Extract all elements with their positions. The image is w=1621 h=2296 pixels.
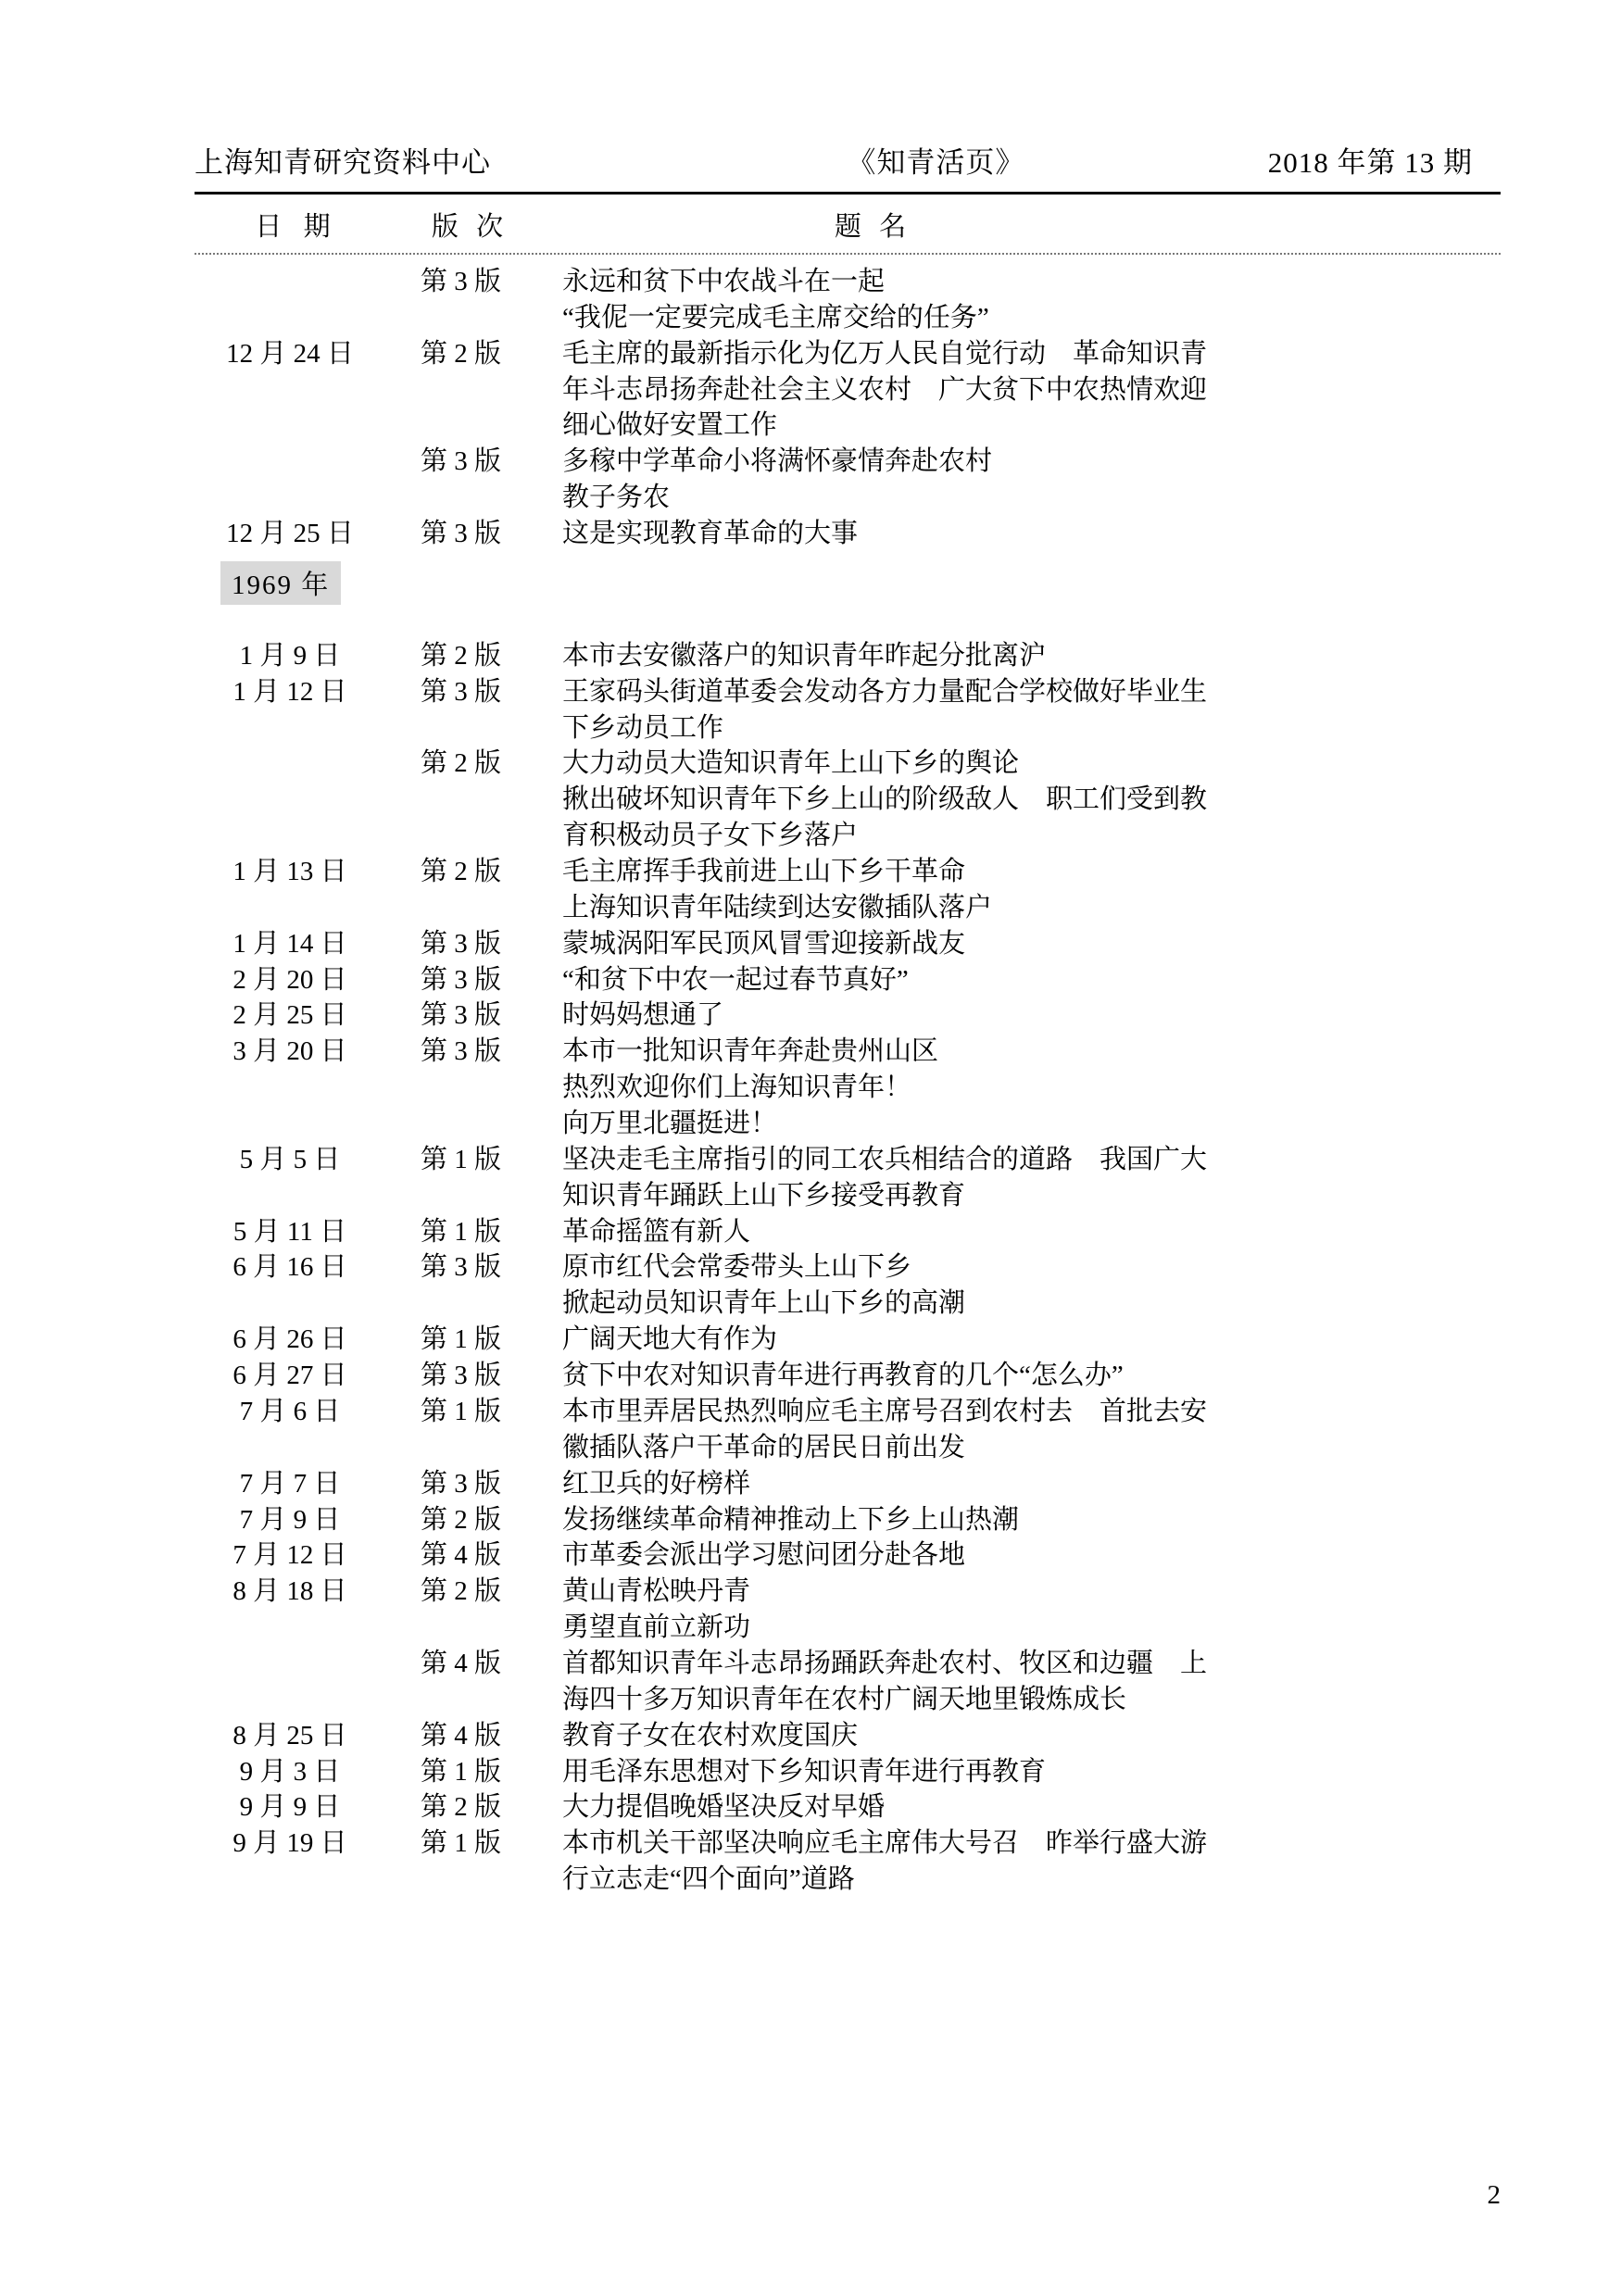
cell-title — [542, 444, 1501, 516]
year-spacer — [195, 618, 1501, 638]
cell-edition: 第 3 版 — [420, 446, 501, 477]
header-publication-title: 《知青活页》 — [847, 146, 1025, 179]
title-line: 下乡动员工作 — [562, 712, 724, 743]
cell-title — [542, 1466, 1501, 1502]
title-line: 徽插队落户干革命的居民日前出发 — [562, 1432, 966, 1462]
cell-edition: 第 4 版 — [420, 1648, 501, 1678]
cell-title — [542, 638, 1501, 674]
title-line: 向万里北疆挺进！ — [562, 1109, 778, 1139]
cell-title — [542, 1322, 1501, 1358]
table-body-1968 — [195, 264, 1501, 552]
table-column-headers — [195, 194, 1501, 253]
table-row — [195, 1718, 1501, 1754]
title-line: 王家码头街道革委会发动各方力量配合学校做好毕业生 — [562, 676, 1208, 707]
title-line: 原市红代会常委带头上山下乡 — [562, 1252, 912, 1283]
cell-date: 5 月 11 日 — [232, 1216, 347, 1247]
cell-title — [542, 926, 1501, 962]
cell-edition: 第 3 版 — [420, 1036, 501, 1067]
cell-date: 7 月 12 日 — [232, 1540, 347, 1571]
cell-date: 2 月 25 日 — [232, 1000, 347, 1031]
table-row — [195, 1826, 1501, 1898]
table-row — [195, 1394, 1501, 1466]
title-line: 育积极动员子女下乡落户 — [562, 821, 859, 851]
title-line: 大力提倡晚婚坚决反对早婚 — [562, 1792, 886, 1823]
cell-edition: 第 1 版 — [420, 1756, 501, 1787]
title-line: 这是实现教育革命的大事 — [562, 519, 859, 549]
cell-title — [542, 1142, 1501, 1214]
title-line: 毛主席的最新指示化为亿万人民自觉行动 革命知识青 — [562, 338, 1208, 369]
cell-title — [542, 1249, 1501, 1322]
title-line: 教子务农 — [562, 483, 671, 513]
title-line: 热烈欢迎你们上海知识青年！ — [562, 1073, 912, 1103]
cell-edition: 第 3 版 — [420, 928, 501, 959]
table-row — [195, 1574, 1501, 1646]
title-line: 发扬继续革命精神推动上下乡上山热潮 — [562, 1504, 1020, 1535]
cell-edition: 第 3 版 — [420, 519, 501, 549]
cell-edition: 第 3 版 — [420, 267, 501, 296]
table-row — [195, 1214, 1501, 1250]
title-line: 年斗志昂扬奔赴社会主义农村 广大贫下中农热情欢迎 — [562, 374, 1208, 405]
column-header-edition: 版 次 — [431, 212, 509, 242]
table-row — [195, 1754, 1501, 1790]
table-row — [195, 444, 1501, 516]
cell-edition: 第 1 版 — [420, 1216, 501, 1247]
cell-date: 9 月 3 日 — [239, 1756, 341, 1787]
year-marker-row — [195, 552, 1501, 618]
title-line: 知识青年踊跃上山下乡接受再教育 — [562, 1180, 966, 1211]
table-row — [195, 1142, 1501, 1214]
title-line: 大力动员大造知识青年上山下乡的舆论 — [562, 748, 1020, 779]
cell-edition: 第 3 版 — [420, 1000, 501, 1031]
cell-edition: 第 3 版 — [420, 1252, 501, 1283]
title-line: 时妈妈想通了 — [562, 1000, 724, 1031]
table-row — [195, 962, 1501, 998]
page-header — [195, 139, 1501, 192]
cell-edition: 第 4 版 — [420, 1540, 501, 1571]
title-line: 勇望直前立新功 — [562, 1612, 751, 1643]
cell-edition: 第 1 版 — [420, 1396, 501, 1426]
cell-date: 5 月 5 日 — [239, 1144, 341, 1174]
cell-date: 8 月 25 日 — [232, 1720, 347, 1750]
cell-date: 6 月 26 日 — [232, 1324, 347, 1355]
title-line: 揪出破坏知识青年下乡上山的阶级敌人 职工们受到教 — [562, 784, 1208, 815]
table-row — [195, 1646, 1501, 1718]
cell-edition: 第 3 版 — [420, 1361, 501, 1391]
cell-title — [542, 264, 1501, 336]
title-line: 广阔天地大有作为 — [562, 1324, 778, 1355]
cell-date: 2 月 20 日 — [232, 964, 347, 995]
title-line: 海四十多万知识青年在农村广阔天地里锻炼成长 — [562, 1684, 1127, 1714]
page-number: 2 — [1487, 2180, 1501, 2210]
cell-title — [542, 674, 1501, 747]
cell-title — [542, 1646, 1501, 1718]
cell-edition: 第 3 版 — [420, 964, 501, 995]
table-row — [195, 1034, 1501, 1142]
cell-date: 7 月 7 日 — [239, 1468, 341, 1499]
cell-date: 6 月 16 日 — [232, 1252, 347, 1283]
cell-title — [542, 336, 1501, 445]
title-line: 蒙城涡阳军民顶风冒雪迎接新战友 — [562, 928, 966, 959]
cell-date: 12 月 25 日 — [226, 519, 354, 549]
cell-title — [542, 997, 1501, 1034]
title-line: 坚决走毛主席指引的同工农兵相结合的道路 我国广大 — [562, 1144, 1208, 1174]
cell-title — [542, 1718, 1501, 1754]
title-line: 上海知识青年陆续到达安徽插队落户 — [562, 892, 993, 922]
cell-edition: 第 1 版 — [420, 1324, 501, 1355]
table-row — [195, 926, 1501, 962]
cell-title — [542, 962, 1501, 998]
cell-date: 1 月 13 日 — [232, 857, 347, 887]
table-row — [195, 1358, 1501, 1394]
title-line: 掀起动员知识青年上山下乡的高潮 — [562, 1288, 966, 1319]
column-header-date: 日 期 — [255, 212, 338, 242]
table-row — [195, 264, 1501, 336]
title-line: 黄山青松映丹青 — [562, 1576, 751, 1607]
cell-title — [542, 746, 1501, 854]
table-row — [195, 336, 1501, 445]
title-line: “和贫下中农一起过春节真好” — [562, 964, 909, 995]
cell-edition: 第 2 版 — [420, 1576, 501, 1607]
cell-title — [542, 1574, 1501, 1646]
table-row — [195, 1789, 1501, 1826]
cell-date: 7 月 9 日 — [239, 1504, 341, 1535]
title-line: 用毛泽东思想对下乡知识青年进行再教育 — [562, 1756, 1047, 1787]
cell-edition: 第 1 版 — [420, 1144, 501, 1174]
cell-date: 1 月 14 日 — [232, 928, 347, 959]
cell-edition: 第 2 版 — [420, 857, 501, 887]
title-line: 首都知识青年斗志昂扬踊跃奔赴农村、牧区和边疆 上 — [562, 1648, 1208, 1678]
cell-title — [542, 516, 1501, 552]
title-line: 市革委会派出学习慰问团分赴各地 — [562, 1540, 966, 1571]
table-row — [195, 746, 1501, 854]
cell-edition: 第 3 版 — [420, 1468, 501, 1499]
table-row — [195, 854, 1501, 926]
cell-edition: 第 2 版 — [420, 1504, 501, 1535]
title-line: 多稼中学革命小将满怀豪情奔赴农村 — [562, 446, 993, 477]
year-marker: 1969 年 — [220, 561, 341, 605]
table-body-1969 — [195, 638, 1501, 1898]
cell-date: 6 月 27 日 — [232, 1361, 347, 1391]
cell-title — [542, 1358, 1501, 1394]
column-header-title: 题 名 — [834, 212, 912, 242]
title-line: 毛主席挥手我前进上山下乡干革命 — [562, 857, 966, 887]
cell-date: 1 月 12 日 — [232, 676, 347, 707]
title-line: 细心做好安置工作 — [562, 410, 778, 441]
title-line: 行立志走“四个面向”道路 — [562, 1864, 855, 1895]
title-line: 永远和贫下中农战斗在一起 — [562, 267, 886, 296]
cell-date: 7 月 6 日 — [239, 1396, 341, 1426]
cell-title — [542, 1754, 1501, 1790]
title-line: “我伲一定要完成毛主席交给的任务” — [562, 302, 989, 332]
table-row — [195, 997, 1501, 1034]
cell-title — [542, 1789, 1501, 1826]
title-line: 本市里弄居民热烈响应毛主席号召到农村去 首批去安 — [562, 1396, 1208, 1426]
table-row — [195, 1502, 1501, 1538]
cell-edition: 第 3 版 — [420, 676, 501, 707]
table-row — [195, 1537, 1501, 1574]
header-organization: 上海知青研究资料中心 — [195, 146, 491, 179]
table-row — [195, 1466, 1501, 1502]
cell-edition: 第 2 版 — [420, 748, 501, 779]
table-row — [195, 516, 1501, 552]
table-row — [195, 1249, 1501, 1322]
title-line: 革命摇篮有新人 — [562, 1216, 751, 1247]
title-line: 本市机关干部坚决响应毛主席伟大号召 昨举行盛大游 — [562, 1828, 1208, 1859]
cell-title — [542, 1502, 1501, 1538]
cell-edition: 第 4 版 — [420, 1720, 501, 1750]
title-line: 贫下中农对知识青年进行再教育的几个“怎么办” — [562, 1361, 1124, 1391]
table-row — [195, 638, 1501, 674]
cell-edition: 第 2 版 — [420, 338, 501, 369]
title-line: 本市去安徽落户的知识青年昨起分批离沪 — [562, 640, 1047, 671]
cell-title — [542, 1034, 1501, 1142]
cell-date: 9 月 9 日 — [239, 1792, 341, 1823]
column-header-divider — [195, 253, 1501, 255]
cell-date: 12 月 24 日 — [226, 338, 354, 369]
cell-date: 1 月 9 日 — [239, 640, 341, 671]
cell-title — [542, 1214, 1501, 1250]
cell-edition: 第 2 版 — [420, 640, 501, 671]
table-row — [195, 674, 1501, 747]
cell-date: 3 月 20 日 — [232, 1036, 347, 1067]
title-line: 教育子女在农村欢度国庆 — [562, 1720, 859, 1750]
title-line: 红卫兵的好榜样 — [562, 1468, 751, 1499]
table-row — [195, 1322, 1501, 1358]
cell-date: 8 月 18 日 — [232, 1576, 347, 1607]
cell-date: 9 月 19 日 — [232, 1828, 347, 1859]
cell-title — [542, 1826, 1501, 1898]
header-issue: 2018 年第 13 期 — [1267, 146, 1474, 179]
cell-title — [542, 854, 1501, 926]
cell-title — [542, 1394, 1501, 1466]
cell-title — [542, 1537, 1501, 1574]
cell-edition: 第 2 版 — [420, 1792, 501, 1823]
cell-edition: 第 1 版 — [420, 1828, 501, 1859]
title-line: 本市一批知识青年奔赴贵州山区 — [562, 1036, 939, 1067]
